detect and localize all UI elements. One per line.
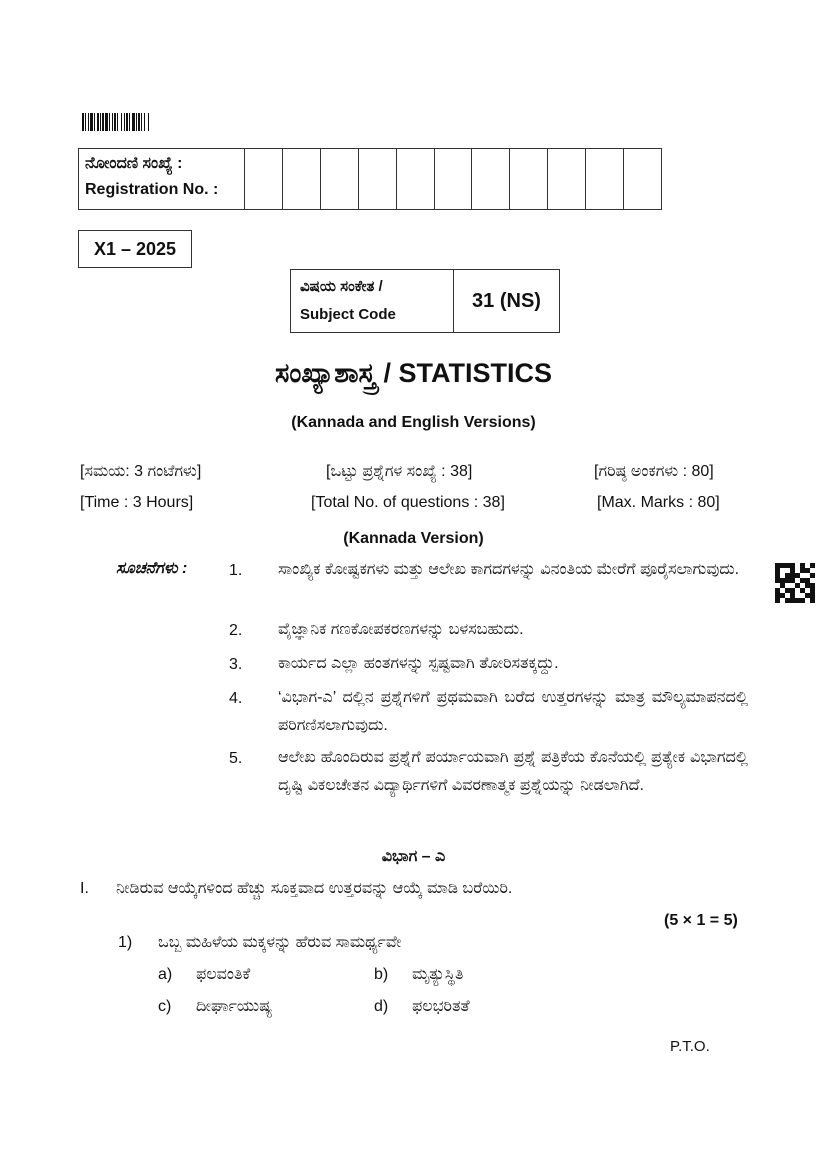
marks-english: [Max. Marks : 80] xyxy=(597,494,720,511)
registration-cell[interactable] xyxy=(548,149,586,209)
time-kannada: [ಸಮಯ: 3 ಗಂಟೆಗಳು] xyxy=(80,463,202,480)
section-roman-number: I. xyxy=(80,880,89,897)
marks-kannada: [ಗರಿಷ್ಠ ಅಂಕಗಳು : 80] xyxy=(594,463,714,480)
questions-kannada: [ಒಟ್ಟು ಪ್ರಶ್ನೆಗಳ ಸಂಖ್ಯೆ : 38] xyxy=(326,463,473,480)
page-title: ಸಂಖ್ಯಾಶಾಸ್ತ್ರ / STATISTICS xyxy=(275,358,552,388)
registration-cell[interactable] xyxy=(397,149,435,209)
subject-code-label-english: Subject Code xyxy=(300,306,396,323)
registration-cell[interactable] xyxy=(321,149,359,209)
registration-cell[interactable] xyxy=(359,149,397,209)
instruction-number: 5. xyxy=(229,750,243,767)
instruction-number: 2. xyxy=(229,622,243,639)
qr-code xyxy=(775,563,815,603)
option-text: ದೀರ್ಘಾಯುಷ್ಯ xyxy=(196,998,273,1015)
time-english: [Time : 3 Hours] xyxy=(80,494,194,511)
registration-cell[interactable] xyxy=(472,149,510,209)
registration-cell[interactable] xyxy=(283,149,321,209)
option-label: a) xyxy=(158,966,173,983)
instruction-text: ಕಾರ್ಯದ ಎಲ್ಲಾ ಹಂತಗಳನ್ನು ಸ್ಪಷ್ಟವಾಗಿ ತೋರಿಸತಕ್ಕದ್ದು. xyxy=(278,655,559,672)
registration-cell[interactable] xyxy=(624,149,661,209)
subject-code-box xyxy=(290,269,560,333)
section-instruction: ನೀಡಿರುವ ಆಯ್ಕೆಗಳಿಂದ ಹೆಚ್ಚು ಸೂಕ್ತವಾದ ಉತ್ತರವನ್ನು ಆಯ್ಕೆ ಮಾಡಿ ಬರೆಯಿರಿ. xyxy=(116,880,513,897)
questions-english: [Total No. of questions : 38] xyxy=(311,494,505,511)
question-number: 1) xyxy=(118,934,133,951)
paper-code: X1 – 2025 xyxy=(78,230,192,268)
subject-code-value: 31 (NS) xyxy=(472,290,541,312)
instructions-label: ಸೂಚನೆಗಳು : xyxy=(116,560,188,577)
page-turn-over: P.T.O. xyxy=(670,1038,710,1055)
subject-code-label-kannada: ವಿಷಯ ಸಂಕೇತ / xyxy=(300,278,383,295)
instruction-number: 1. xyxy=(229,562,243,579)
option-label: b) xyxy=(374,966,389,983)
registration-cell[interactable] xyxy=(435,149,473,209)
instruction-number: 3. xyxy=(229,656,243,673)
section-marks: (5 × 1 = 5) xyxy=(664,912,738,929)
question-text: ಒಬ್ಬ ಮಹಿಳೆಯ ಮಕ್ಕಳನ್ನು ಹೆರುವ ಸಾಮರ್ಥ್ಯವೇ xyxy=(158,934,402,951)
instruction-text: ಆಲೇಖ ಹೊಂದಿರುವ ಪ್ರಶ್ನೆಗೆ ಪರ್ಯಾಯವಾಗಿ ಪ್ರಶ್ನೆ ಪತ್ರಿಕೆಯ ಕೊನೆಯಲ್ಲಿ ಪ್ರತ್ಯೇಕ ವಿಭಾಗದಲ್ಲಿ ದೃಷ್ಟಿ ವಿಕಲಚೇತನ ವಿದ್ಯಾರ್ಥಿಗಳಿಗೆ ವಿವರಣಾತ್ಮಕ ಪ್ರಶ್ನೆಯನ್ನು ನೀಡಲಾಗಿದೆ. xyxy=(278,749,748,794)
registration-cell[interactable] xyxy=(586,149,624,209)
option-label: c) xyxy=(158,998,172,1015)
versions-subtitle: (Kannada and English Versions) xyxy=(291,414,536,431)
registration-label-kannada: ನೋಂದಣಿ ಸಂಖ್ಯೆ : xyxy=(85,155,183,172)
barcode xyxy=(82,113,188,131)
option-text: ಫಲಭರಿತತೆ xyxy=(412,998,470,1015)
subject-code-label xyxy=(291,270,454,332)
section-title: ವಿಭಾಗ – ಎ xyxy=(381,848,446,865)
registration-table xyxy=(78,148,662,210)
option-text: ಫಲವಂತಿಕೆ xyxy=(196,966,251,983)
instruction-number: 4. xyxy=(229,690,243,707)
kannada-version-heading: (Kannada Version) xyxy=(343,530,484,547)
instruction-text: ಸಾಂಖ್ಯಿಕ ಕೋಷ್ಟಕಗಳು ಮತ್ತು ಆಲೇಖ ಕಾಗದಗಳನ್ನು ವಿನಂತಿಯ ಮೇರೆಗೆ ಪೂರೈಸಲಾಗುವುದು. xyxy=(278,561,740,578)
instruction-text: ವೈಜ್ಞಾನಿಕ ಗಣಕೋಪಕರಣಗಳನ್ನು ಬಳಸಬಹುದು. xyxy=(278,621,524,638)
registration-label xyxy=(79,149,245,209)
registration-cell[interactable] xyxy=(245,149,283,209)
option-text: ಮೃತ್ಯುಸ್ಥಿತಿ xyxy=(412,966,464,983)
registration-cells xyxy=(245,149,661,209)
registration-cell[interactable] xyxy=(510,149,548,209)
option-label: d) xyxy=(374,998,389,1015)
registration-label-english: Registration No. : xyxy=(85,181,219,198)
instruction-text: ‘ವಿಭಾಗ-ಎ’ ದಲ್ಲಿನ ಪ್ರಶ್ನೆಗಳಿಗೆ ಪ್ರಥಮವಾಗಿ ಬರೆದ ಉತ್ತರಗಳನ್ನು ಮಾತ್ರ ಮೌಲ್ಯಮಾಪನದಲ್ಲಿ ಪರಿಗಣಿಸಲಾಗುವುದು. xyxy=(278,689,748,734)
